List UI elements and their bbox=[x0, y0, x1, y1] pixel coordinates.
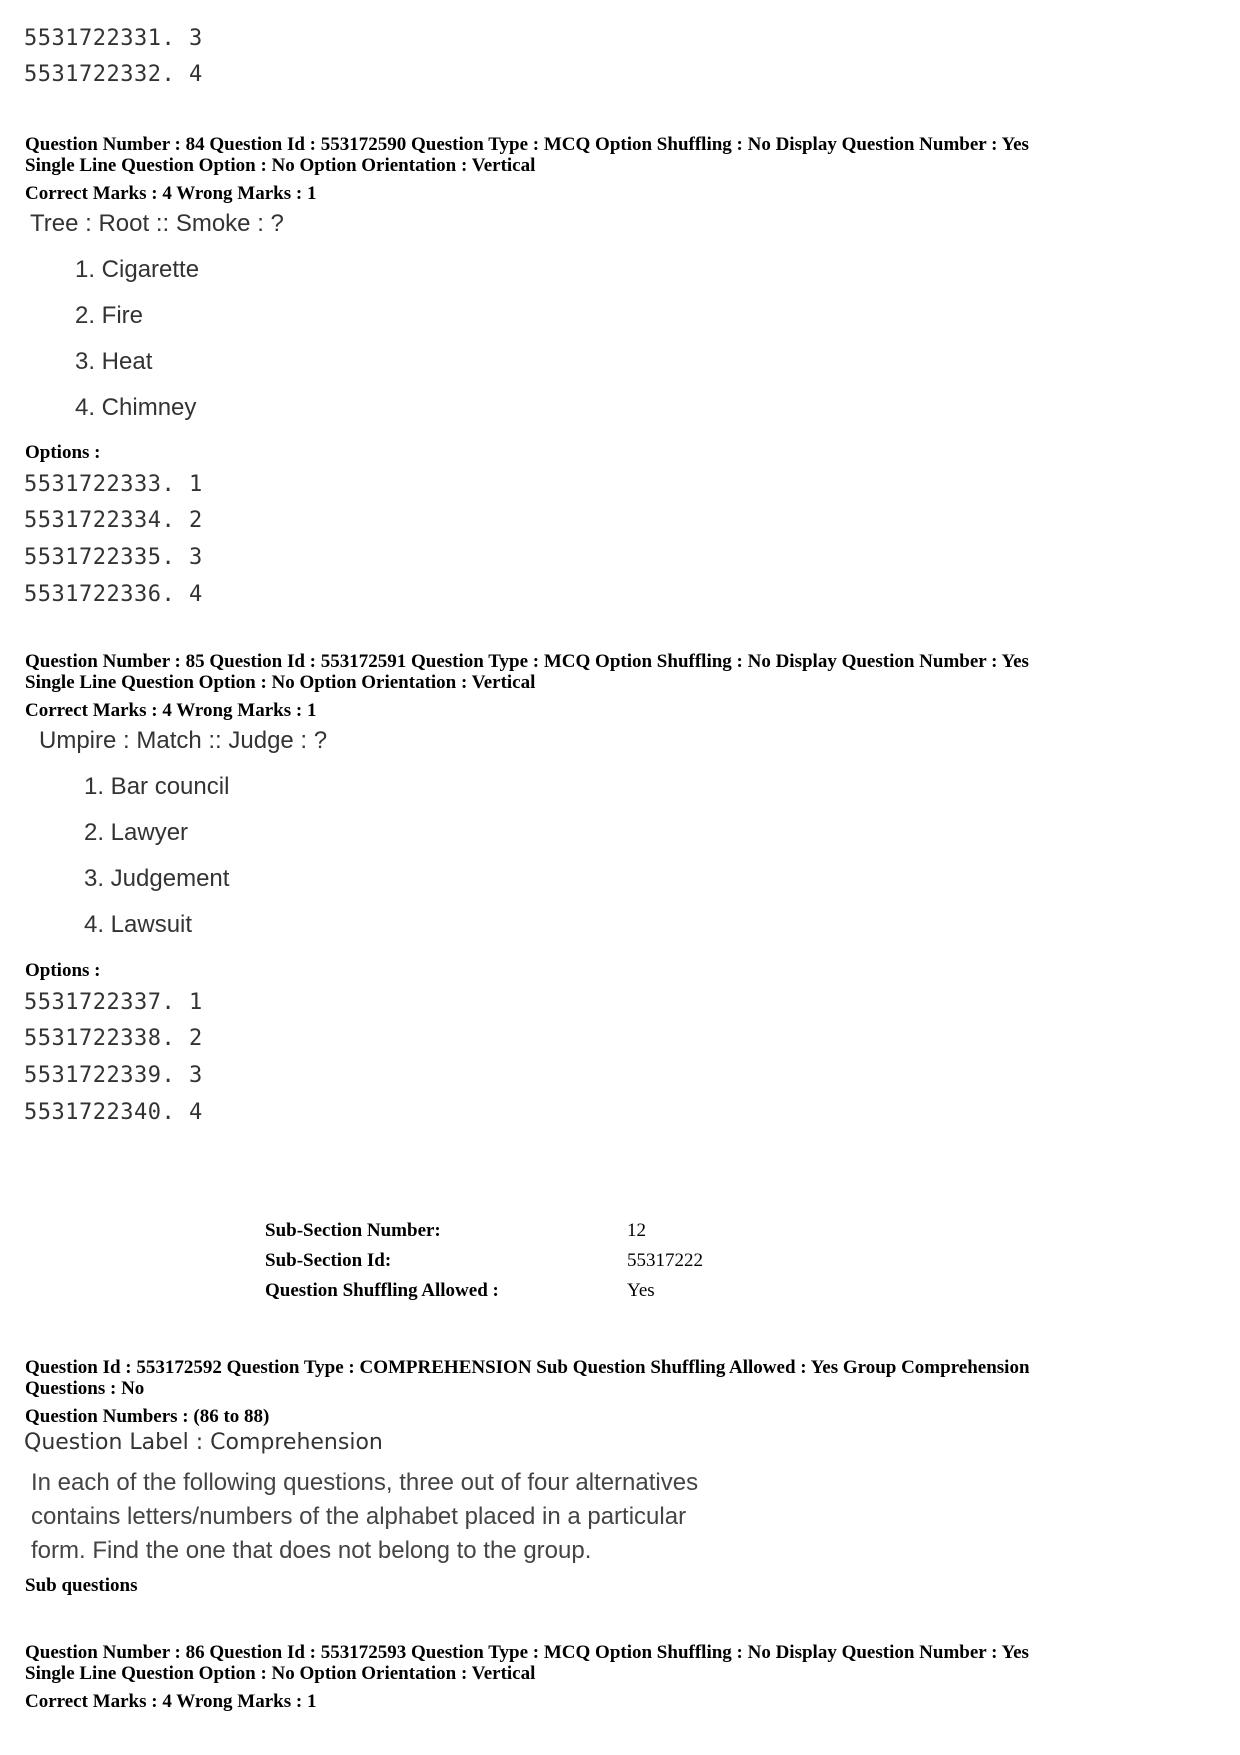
question-meta-line: Single Line Question Option : No Option Orientation : Vertical bbox=[25, 1663, 536, 1684]
option-id-line: 5531722336. 4 bbox=[24, 582, 203, 607]
answer-choice: 4. Lawsuit bbox=[84, 911, 193, 938]
question-shuffling-value: Yes bbox=[627, 1280, 655, 1301]
answer-choice: 2. Lawyer bbox=[84, 819, 189, 846]
option-id-line: 5531722335. 3 bbox=[24, 545, 203, 570]
option-id-line: 5531722340. 4 bbox=[24, 1100, 203, 1125]
passage-line: form. Find the one that does not belong to the group. bbox=[31, 1537, 592, 1564]
option-id-line: 5531722333. 1 bbox=[24, 472, 203, 497]
sub-questions-label: Sub questions bbox=[25, 1575, 138, 1596]
question-shuffling-label: Question Shuffling Allowed : bbox=[265, 1280, 499, 1301]
question-numbers: Question Numbers : (86 to 88) bbox=[25, 1406, 270, 1427]
answer-choice: 3. Judgement bbox=[84, 865, 230, 892]
answer-choice: 4. Chimney bbox=[75, 394, 197, 421]
question-meta-line: Single Line Question Option : No Option Orientation : Vertical bbox=[25, 155, 536, 176]
question-meta-line: Question Number : 85 Question Id : 553172591 Question Type : MCQ Option Shuffling : No Display Question Number : Yes bbox=[25, 651, 1029, 672]
question-marks: Correct Marks : 4 Wrong Marks : 1 bbox=[25, 183, 317, 204]
question-marks: Correct Marks : 4 Wrong Marks : 1 bbox=[25, 1691, 317, 1712]
option-id-line: 5531722337. 1 bbox=[24, 990, 203, 1015]
question-meta-line: Questions : No bbox=[25, 1378, 145, 1399]
question-label: Question Label : Comprehension bbox=[24, 1430, 383, 1455]
subsection-number-label: Sub-Section Number: bbox=[265, 1220, 441, 1241]
answer-choice: 1. Cigarette bbox=[75, 256, 200, 283]
subsection-number-value: 12 bbox=[627, 1220, 646, 1241]
option-id-line: 5531722338. 2 bbox=[24, 1026, 203, 1051]
option-id-line: 5531722334. 2 bbox=[24, 508, 203, 533]
question-meta-line: Question Number : 86 Question Id : 553172593 Question Type : MCQ Option Shuffling : No Display Question Number : Yes bbox=[25, 1642, 1029, 1663]
question-text: Umpire : Match :: Judge : ? bbox=[39, 727, 328, 754]
answer-choice: 2. Fire bbox=[75, 302, 144, 329]
options-label: Options : bbox=[25, 442, 101, 463]
question-text: Tree : Root :: Smoke : ? bbox=[30, 210, 284, 237]
passage-line: contains letters/numbers of the alphabet placed in a particular bbox=[31, 1503, 687, 1530]
option-id-line: 5531722332. 4 bbox=[24, 62, 203, 87]
answer-choice: 3. Heat bbox=[75, 348, 153, 375]
subsection-id-label: Sub-Section Id: bbox=[265, 1250, 392, 1271]
option-id-line: 5531722331. 3 bbox=[24, 26, 203, 51]
question-meta-line: Single Line Question Option : No Option Orientation : Vertical bbox=[25, 672, 536, 693]
question-meta-line: Question Id : 553172592 Question Type : COMPREHENSION Sub Question Shuffling Allowed : Yes Group Comprehension bbox=[25, 1357, 1030, 1378]
question-meta-line: Question Number : 84 Question Id : 553172590 Question Type : MCQ Option Shuffling : No Display Question Number : Yes bbox=[25, 134, 1029, 155]
question-marks: Correct Marks : 4 Wrong Marks : 1 bbox=[25, 700, 317, 721]
options-label: Options : bbox=[25, 960, 101, 981]
comprehension-passage bbox=[31, 1466, 791, 1568]
subsection-id-value: 55317222 bbox=[627, 1250, 703, 1271]
option-id-line: 5531722339. 3 bbox=[24, 1063, 203, 1088]
answer-choice: 1. Bar council bbox=[84, 773, 230, 800]
passage-line: In each of the following questions, three out of four alternatives bbox=[31, 1469, 699, 1496]
